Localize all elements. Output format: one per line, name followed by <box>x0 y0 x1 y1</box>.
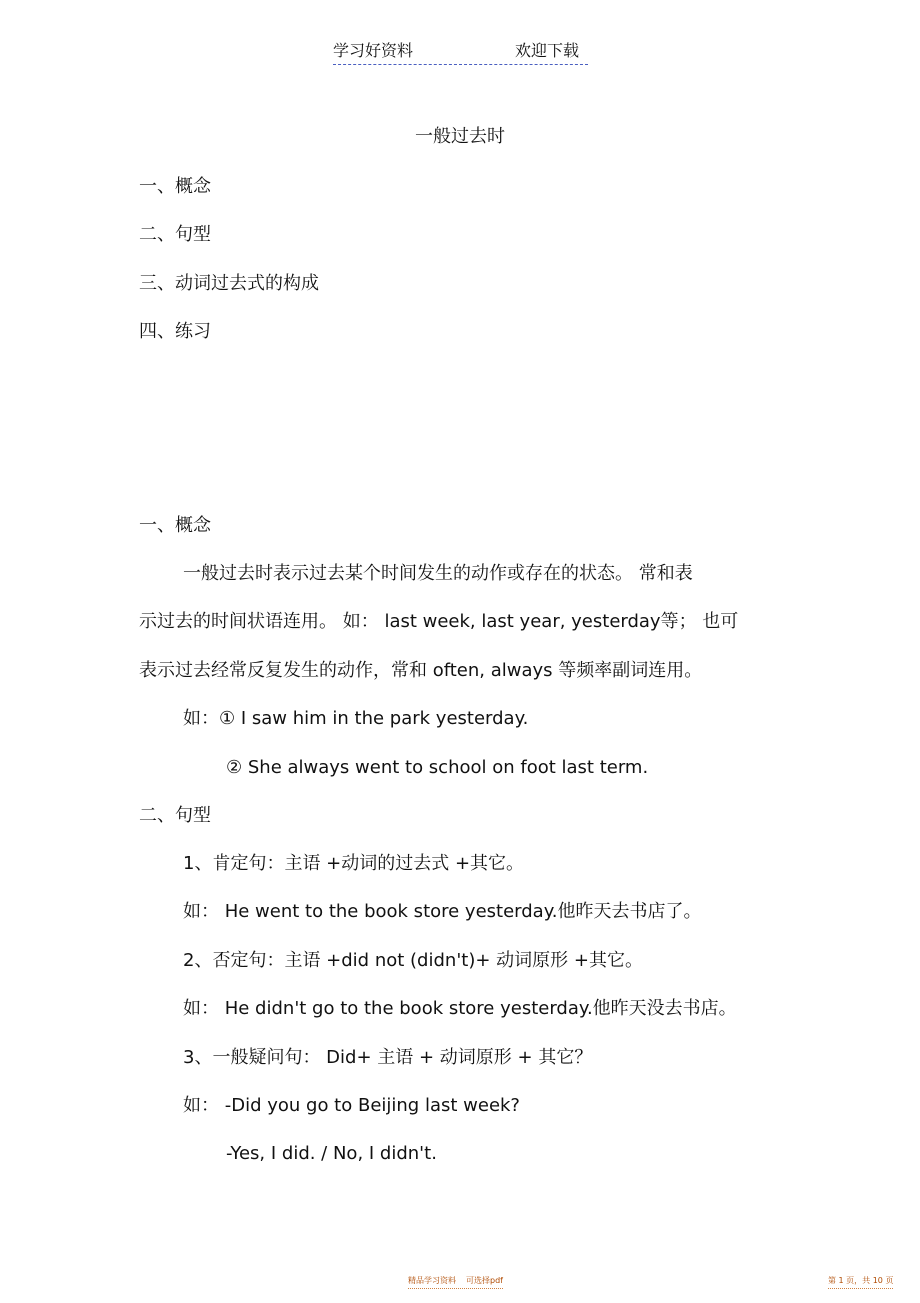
page-header <box>333 40 588 65</box>
toc-item-exercises: 四、练习 <box>139 321 211 342</box>
page-footer-page-number: 第 1 页，共 10 页 <box>828 1275 893 1289</box>
section2-question: 3、一般疑问句： Did+ 主语 + 动词原形 + 其它？ <box>183 1047 593 1068</box>
section2-question-example: 如： -Did you go to Beijing last week? <box>183 1095 520 1116</box>
section1-heading: 一、概念 <box>139 515 211 536</box>
section2-heading: 二、句型 <box>139 805 211 826</box>
section1-line-1: 一般过去时表示过去某个时间发生的动作或存在的状态。 常和表 <box>183 563 693 584</box>
footer-left-text-2: 可选择pdf <box>466 1276 503 1285</box>
document-title: 一般过去时 <box>415 126 505 147</box>
section2-negative: 2、否定句：主语 +did not (didn't)+ 动词原形 +其它。 <box>183 950 643 971</box>
header-left-text: 学习好资料 <box>333 41 414 60</box>
page-footer-left <box>408 1275 503 1289</box>
section2-affirmative: 1、肯定句：主语 +动词的过去式 +其它。 <box>183 853 525 874</box>
section1-example-1: 如：① I saw him in the park yesterday. <box>183 708 529 729</box>
toc-item-verb-forms: 三、动词过去式的构成 <box>139 273 319 294</box>
section2-question-answer: -Yes, I did. / No, I didn't. <box>226 1143 437 1164</box>
section2-negative-example: 如： He didn't go to the book store yesterday.他昨天没去书店。 <box>183 998 737 1019</box>
section1-line-2: 示过去的时间状语连用。 如： last week, last year, yesterday等； 也可 <box>139 611 739 632</box>
header-right-text: 欢迎下载 <box>515 41 580 60</box>
toc-item-sentence-patterns: 二、句型 <box>139 224 211 245</box>
toc-item-concept: 一、概念 <box>139 176 211 197</box>
section1-line-3: 表示过去经常反复发生的动作，常和 often, always 等频率副词连用。 <box>139 660 703 681</box>
footer-left-text-1: 精品学习资料 <box>408 1276 456 1285</box>
section1-example-2: ② She always went to school on foot last term. <box>226 757 649 778</box>
section2-affirmative-example: 如： He went to the book store yesterday.他昨天去书店了。 <box>183 901 702 922</box>
